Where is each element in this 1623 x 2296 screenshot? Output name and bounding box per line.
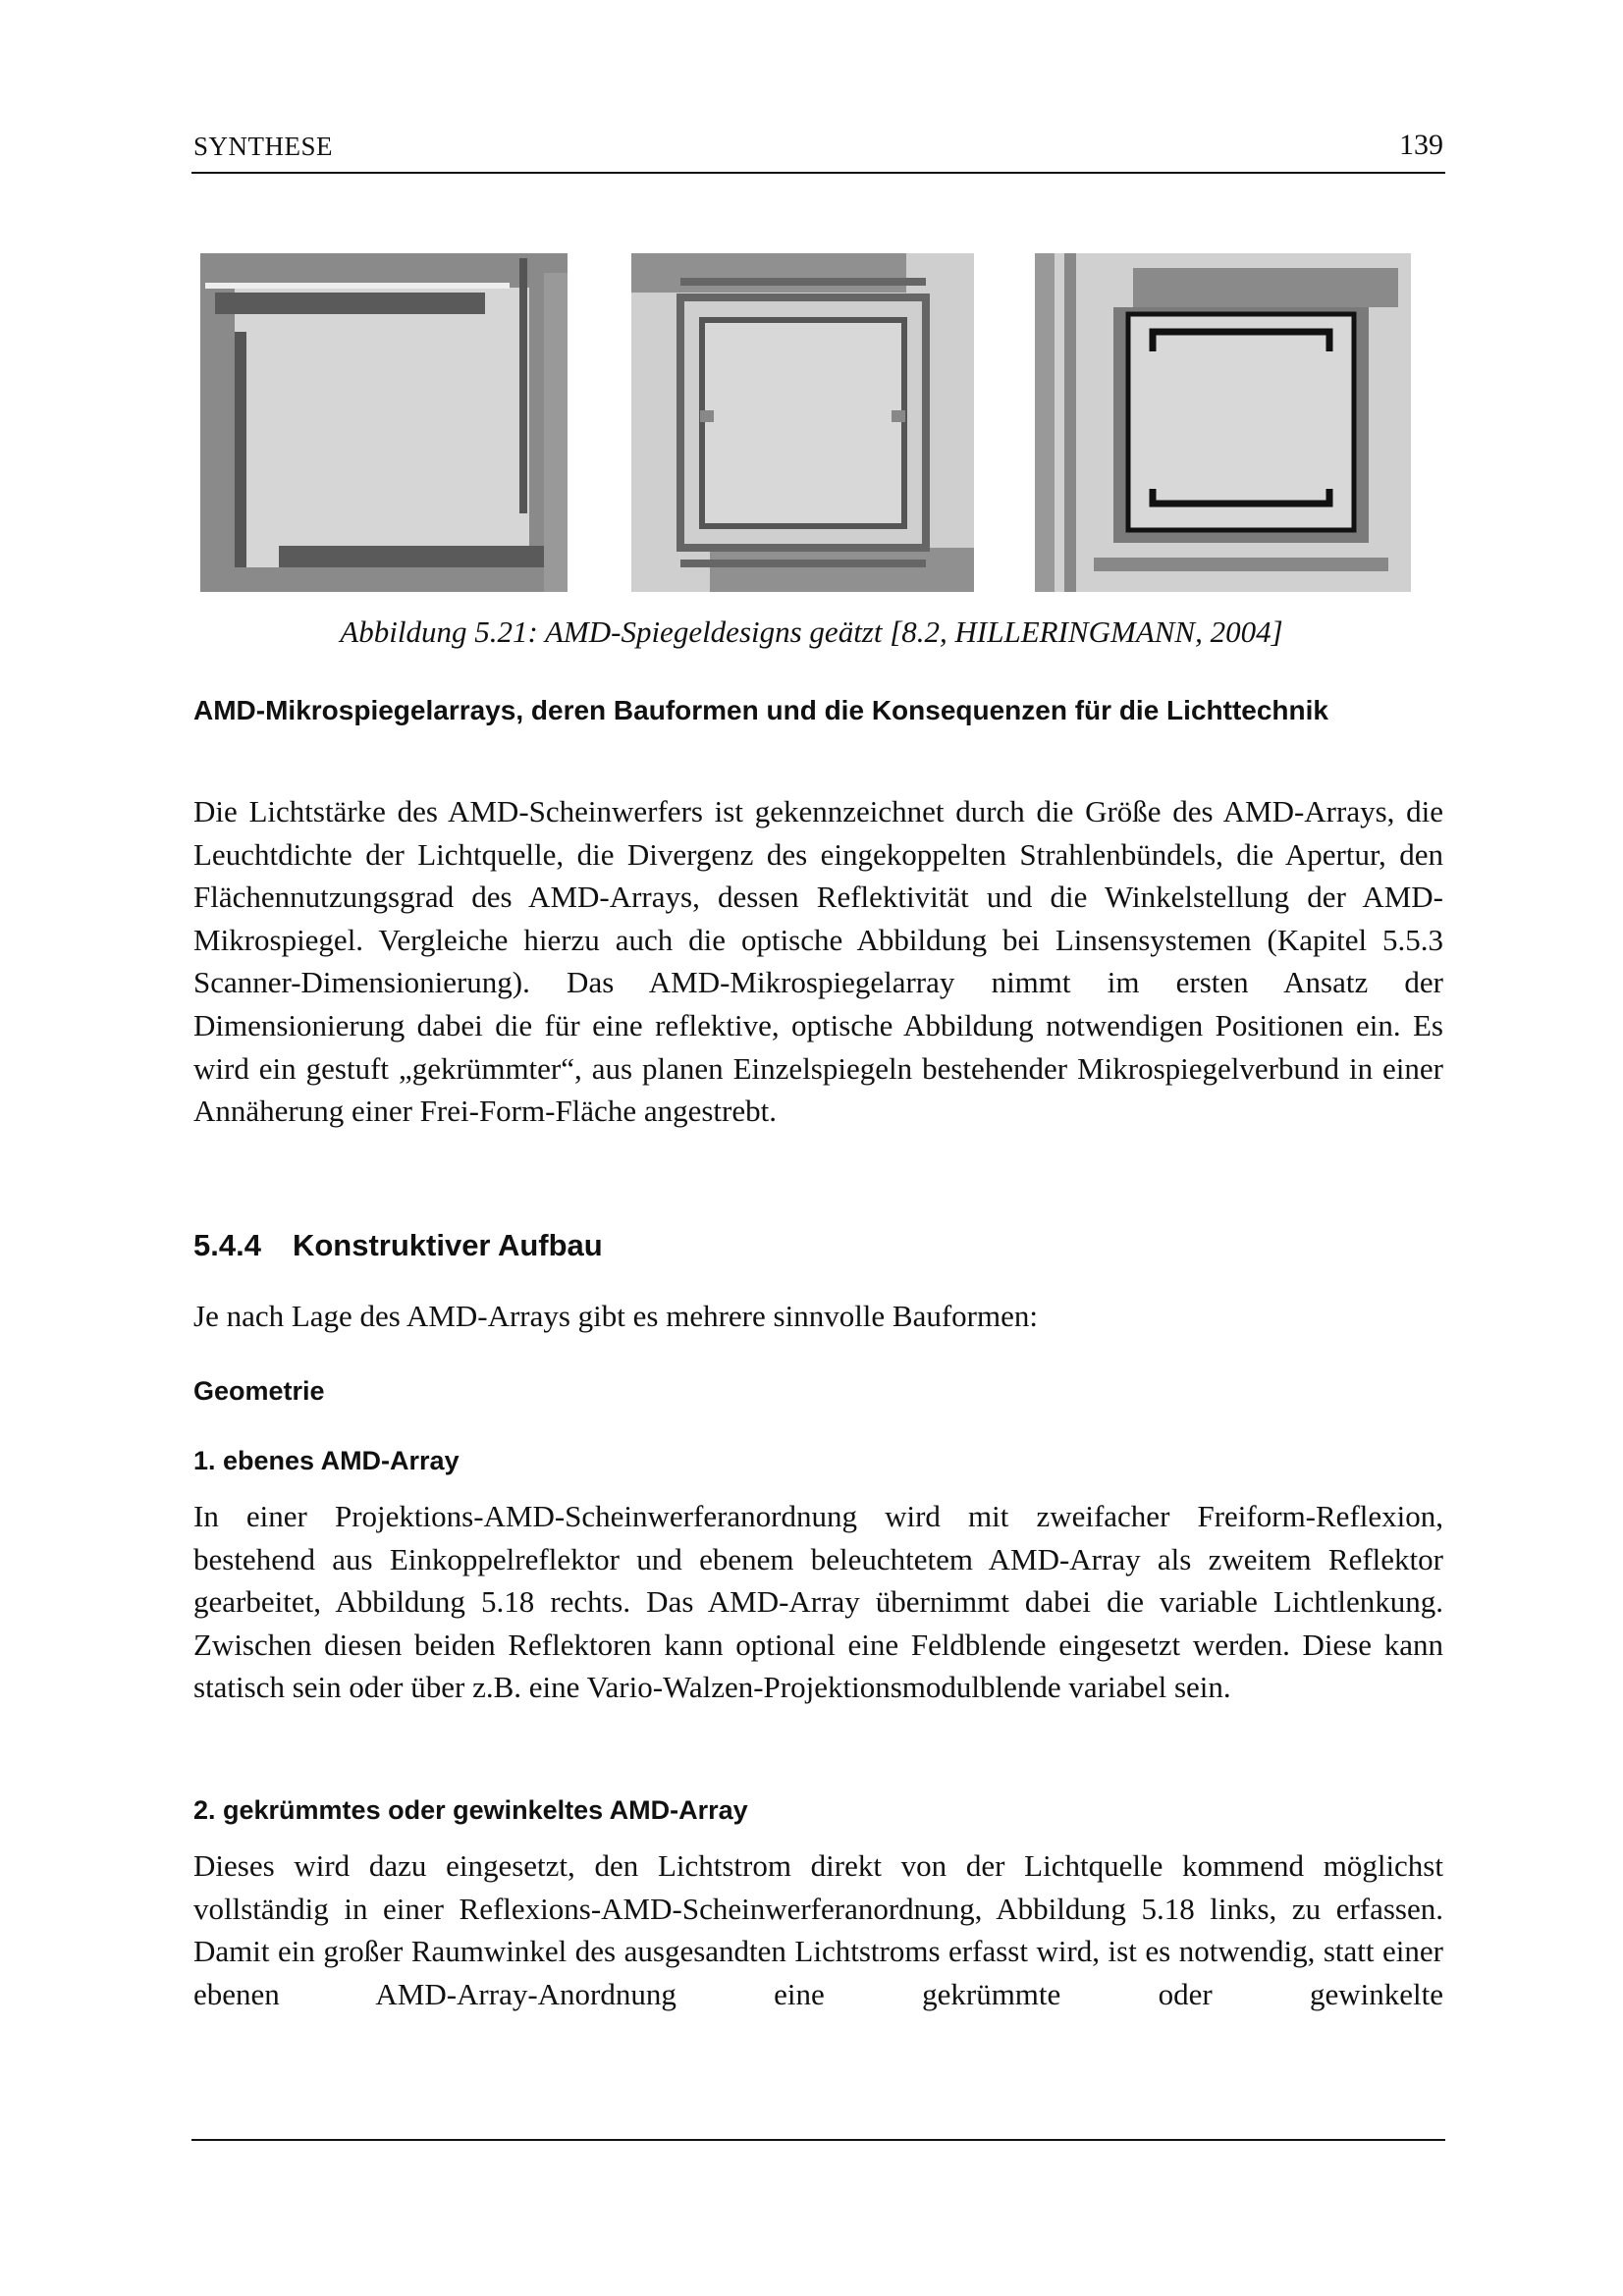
footer-rule [191, 2139, 1445, 2141]
header-rule [191, 172, 1445, 174]
page-number: 139 [1399, 129, 1443, 161]
mirror-design-1-image [200, 253, 568, 592]
section-number: 5.4.4 [193, 1228, 261, 1262]
section-title: Konstruktiver Aufbau [292, 1228, 603, 1262]
subheading-amd-arrays: AMD-Mikrospiegelarrays, deren Bauformen und die Konsequenzen für die Lichttechnik [193, 695, 1328, 725]
mirror-design-2-image [631, 253, 974, 592]
item2-title: 2. gekrümmtes oder gewinkeltes AMD-Array [193, 1795, 748, 1825]
mirror-design-3-image [1035, 253, 1411, 592]
intro-text: Je nach Lage des AMD-Arrays gibt es mehrere sinnvolle Bauformen: [193, 1299, 1038, 1333]
section-heading [193, 1228, 603, 1263]
item1-title: 1. ebenes AMD-Array [193, 1446, 460, 1475]
geometry-heading: Geometrie [193, 1376, 325, 1406]
figure-caption: Abbildung 5.21: AMD-Spiegeldesigns geätzt [8.2, HILLERINGMANN, 2004] [340, 614, 1283, 649]
running-header-section: SYNTHESE [193, 132, 334, 161]
item2-text: Dieses wird dazu eingesetzt, den Lichtstrom direkt von der Lichtquelle kommend möglichst vollständig in einer Reflexions-AMD-Scheinwerferanordnung, Abbildung 5.18 links, zu erfassen. Damit ein großer Raumwinkel des ausgesandten Lichtstroms erfasst wird, ist es notwendig, statt einer ebenen AMD-Array-Anordnung eine gekrümmte oder gewinkelte [193, 1848, 1443, 2011]
paragraph-lichtstaerke: Die Lichtstärke des AMD-Scheinwerfers ist gekennzeichnet durch die Größe des AMD-Arrays, die Leuchtdichte der Lichtquelle, die Divergenz des eingekoppelten Strahlenbündels, die Apertur, den Flächennutzungsgrad des AMD-Arrays, dessen Reflektivität und die Winkelstellung der AMD-Mikrospiegel. Vergleiche hierzu auch die optische Abbildung bei Linsensystemen (Kapitel 5.5.3 Scanner-Dimensionierung). Das AMD-Mikrospiegelarray nimmt im ersten Ansatz der Dimensionierung dabei die für eine reflektive, optische Abbildung notwendigen Positionen ein. Es wird ein gestuft „gekrümmter“, aus planen Einzelspiegeln bestehender Mikrospiegelverbund in einer Annäherung einer Frei-Form-Fläche angestrebt. [193, 794, 1443, 1129]
item1-text: In einer Projektions-AMD-Scheinwerferanordnung wird mit zweifacher Freiform-Reflexion, bestehend aus Einkoppelreflektor und ebenem beleuchtetem AMD-Array als zweitem Reflektor gearbeitet, Abbildung 5.18 rechts. Das AMD-Array übernimmt dabei die variable Lichtlenkung. Zwischen diesen beiden Reflektoren kann optional eine Feldblende eingesetzt werden. Diese kann statisch sein oder über z.B. eine Vario-Walzen-Projektionsmodulblende variabel sein. [193, 1499, 1443, 1705]
